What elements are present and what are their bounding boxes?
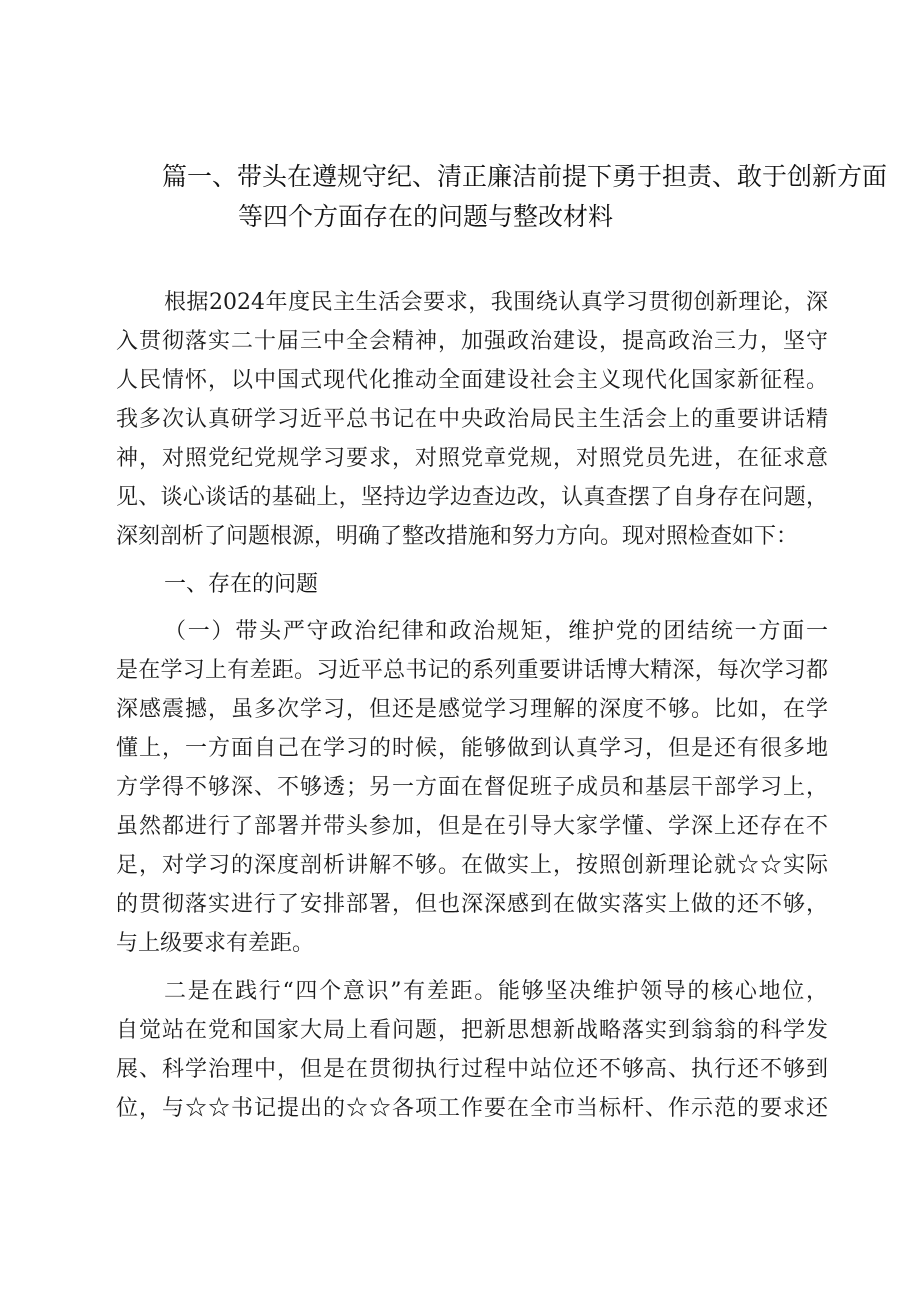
- intro-line: 入贯彻落实二十届三中全会精神，加强政治建设，提高政治三力，坚守: [116, 329, 828, 354]
- intro-line: 根据2024年度民主生活会要求，我围绕认真学习贯彻创新理论，深: [164, 290, 828, 315]
- body-line: （一）带头严守政治纪律和政治规矩，维护党的团结统一方面一: [164, 619, 828, 644]
- body-line: 位，与☆☆书记提出的☆☆各项工作要在全市当标杆、作示范的要求还: [116, 1096, 828, 1121]
- body-line: 方学得不够深、不够透；另一方面在督促班子成员和基层干部学习上，: [116, 775, 828, 800]
- body-line: 自觉站在党和国家大局上看问题，把新思想新战略落实到翁翁的科学发: [116, 1018, 828, 1043]
- body-line: 展、科学治理中，但是在贯彻执行过程中站位还不够高、执行还不够到: [116, 1057, 828, 1082]
- intro-line: 我多次认真研学习近平总书记在中央政治局民主生活会上的重要讲话精: [116, 407, 828, 432]
- body-line: 的贯彻落实进行了安排部署，但也深深感到在做实落实上做的还不够，: [116, 892, 828, 917]
- intro-line: 深刻剖析了问题根源，明确了整改措施和努力方向。现对照检查如下：: [116, 524, 799, 549]
- body-line: 与上级要求有差距。: [116, 931, 315, 956]
- intro-line: 神，对照党纪党规学习要求，对照党章党规，对照党员先进，在征求意: [116, 446, 828, 471]
- intro-line: 见、谈心谈话的基础上，坚持边学边查边改，认真查摆了自身存在问题，: [116, 485, 828, 510]
- document-title-line-2: 等四个方面存在的问题与整改材料: [238, 202, 614, 231]
- body-line: 深感震撼，虽多次学习，但还是感觉学习理解的深度不够。比如，在学: [116, 697, 828, 722]
- body-line: 二是在践行“四个意识”有差距。能够坚决维护领导的核心地位，: [164, 979, 828, 1004]
- document-title-line-1: 篇一、带头在遵规守纪、清正廉洁前提下勇于担责、敢于创新方面: [162, 162, 888, 191]
- body-line: 虽然都进行了部署并带头参加，但是在引导大家学懂、学深上还存在不: [116, 814, 828, 839]
- body-line: 是在学习上有差距。习近平总书记的系列重要讲话博大精深，每次学习都: [116, 658, 828, 683]
- body-line: 懂上，一方面自己在学习的时候，能够做到认真学习，但是还有很多地: [116, 736, 828, 761]
- body-line: 足，对学习的深度剖析讲解不够。在做实上，按照创新理论就☆☆实际: [116, 853, 828, 878]
- intro-line: 人民情怀，以中国式现代化推动全面建设社会主义现代化国家新征程。: [116, 368, 828, 393]
- section-heading: 一、存在的问题: [164, 572, 319, 597]
